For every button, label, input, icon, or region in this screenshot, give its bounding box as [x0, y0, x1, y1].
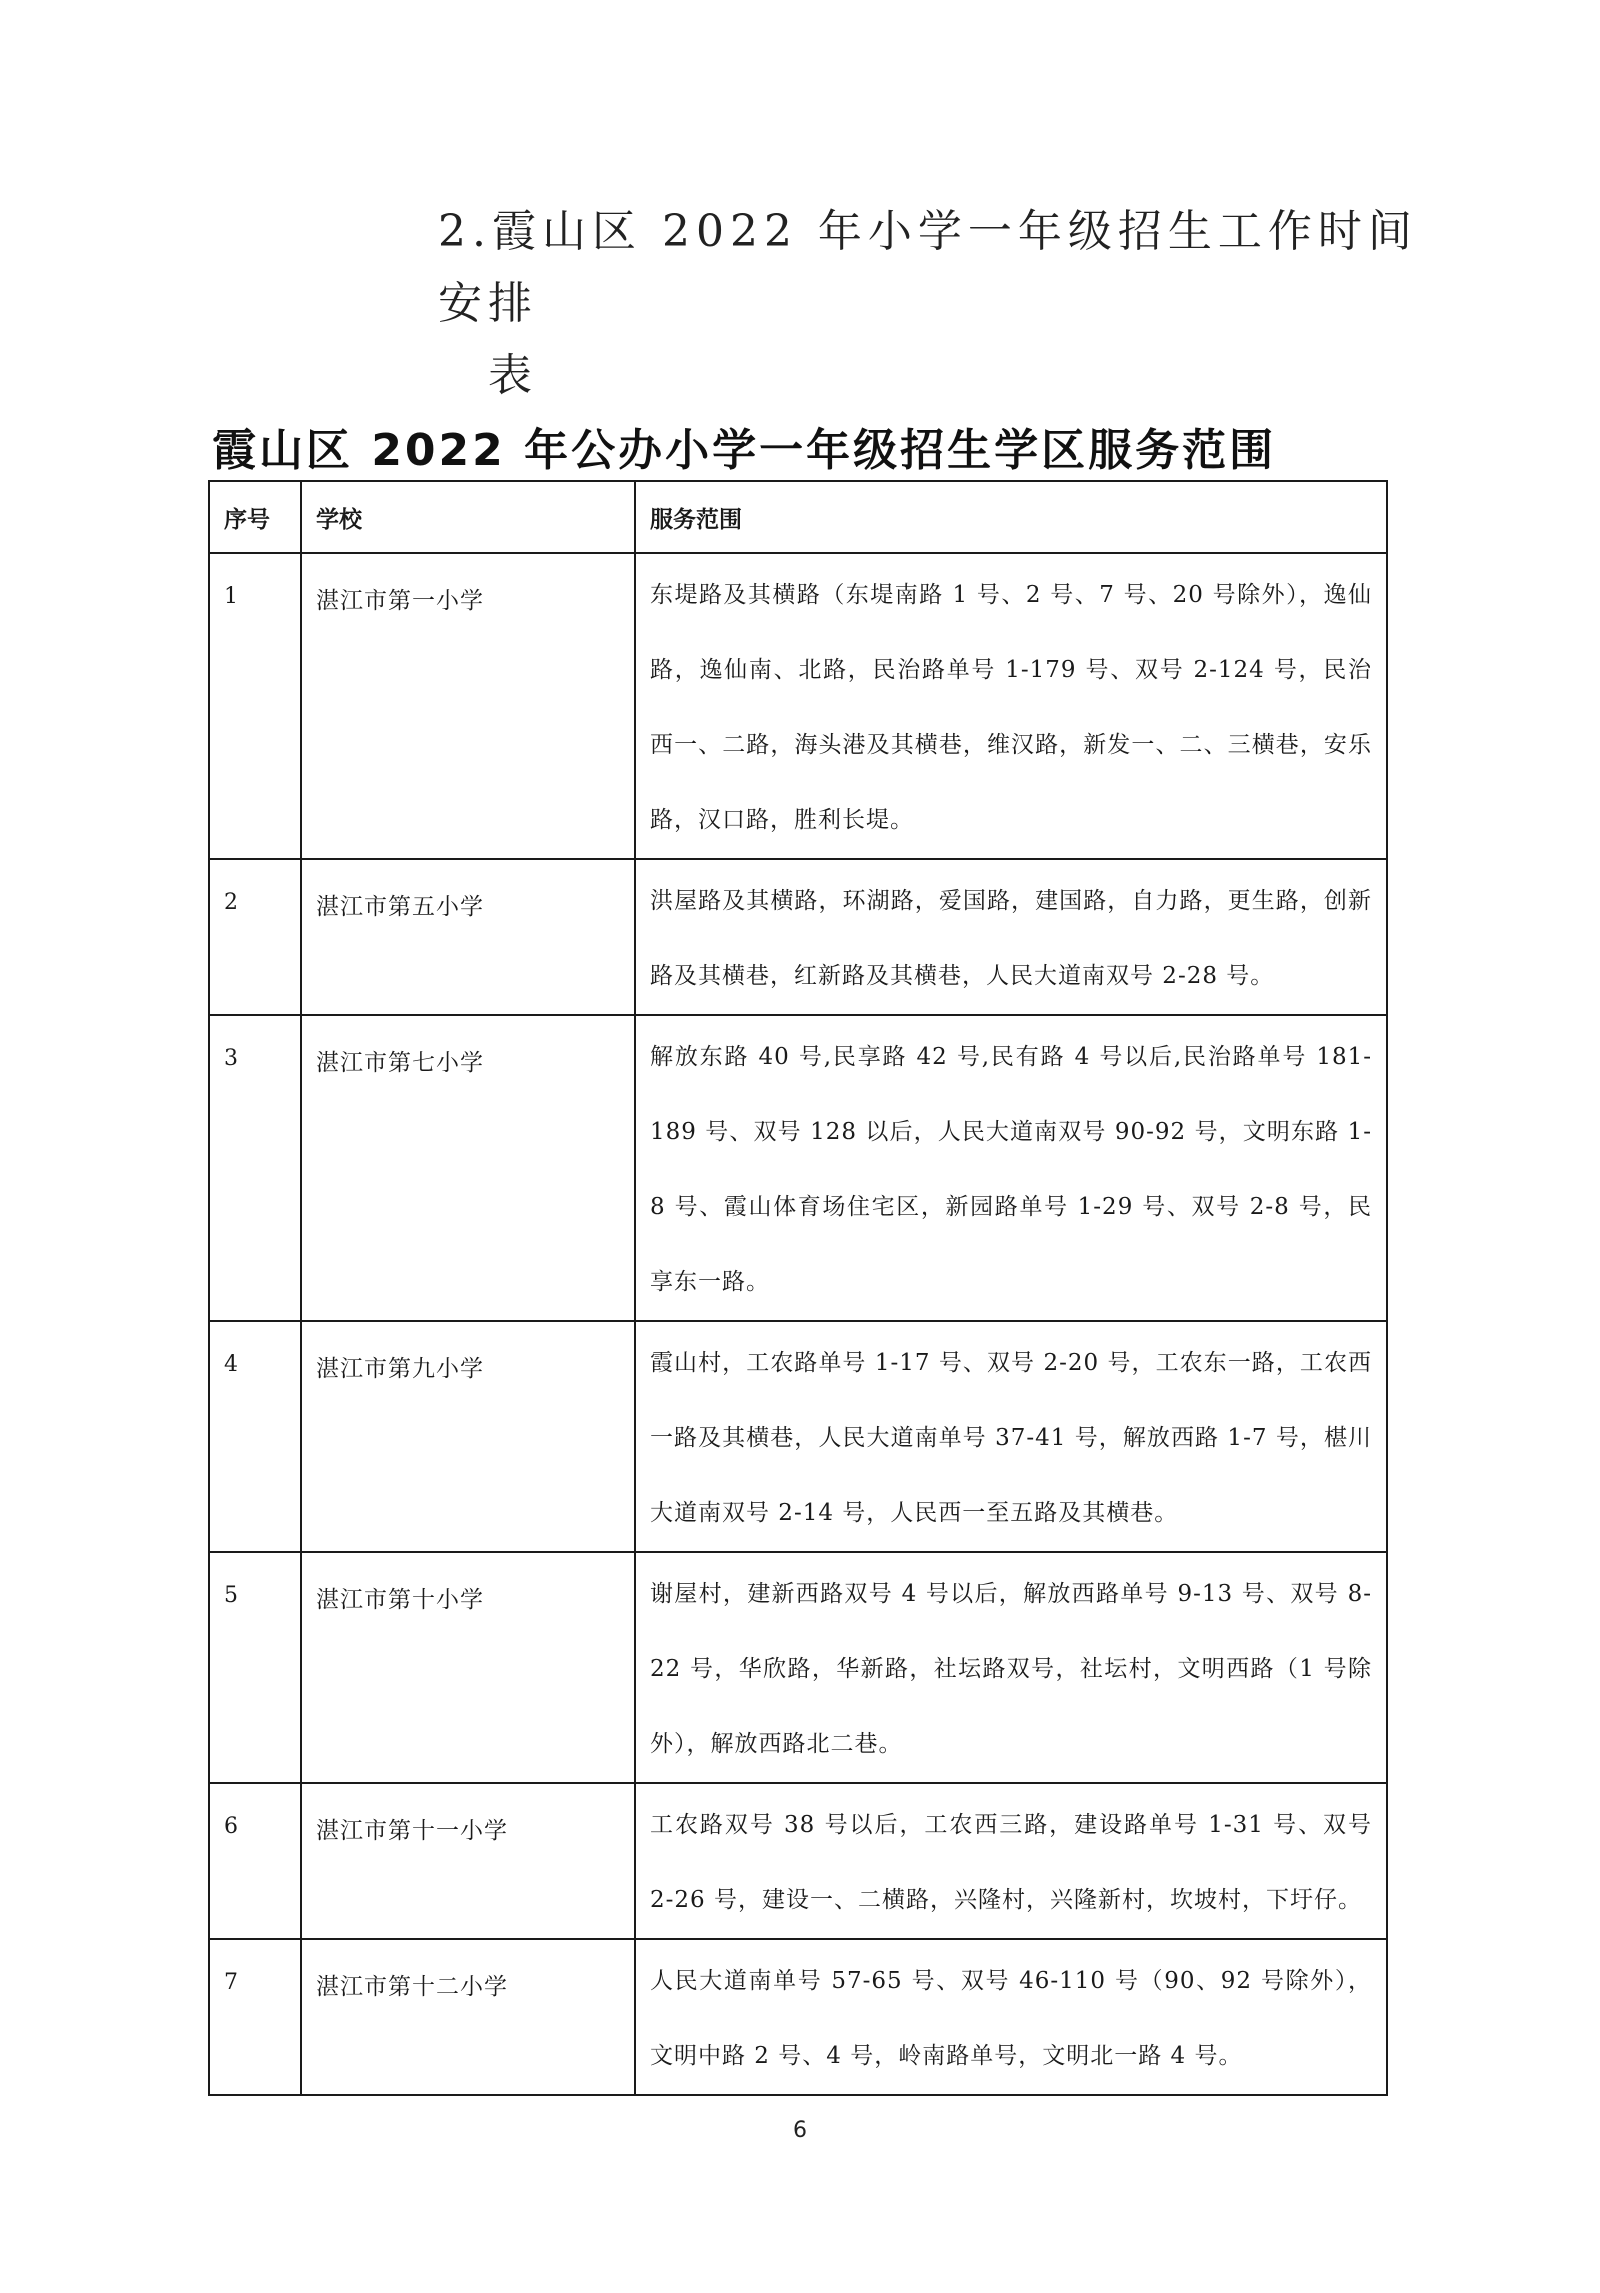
table-row	[209, 1939, 1387, 2095]
row-number: 7	[209, 1939, 301, 2095]
row-service-range: 洪屋路及其横路，环湖路，爱国路，建国路，自力路，更生路，创新路及其横巷，红新路及其横巷，人民大道南双号 2-28 号。	[635, 859, 1387, 1015]
table-row	[209, 859, 1387, 1015]
row-school: 湛江市第七小学	[301, 1015, 635, 1321]
row-school: 湛江市第十一小学	[301, 1783, 635, 1939]
row-school: 湛江市第五小学	[301, 859, 635, 1015]
table-row	[209, 553, 1387, 859]
row-service-range: 工农路双号 38 号以后，工农西三路，建设路单号 1-31 号、双号 2-26 号，建设一、二横路，兴隆村，兴隆新村，坎坡村，下圩仔。	[635, 1783, 1387, 1939]
row-number: 5	[209, 1552, 301, 1783]
row-number: 3	[209, 1015, 301, 1321]
table-row	[209, 1015, 1387, 1321]
row-service-range: 解放东路 40 号,民享路 42 号,民有路 4 号以后,民治路单号 181-189 号、双号 128 以后，人民大道南双号 90-92 号，文明东路 1-8 号、霞山体育场住宅区，新园路单号 1-29 号、双号 2-8 号，民享东一路。	[635, 1015, 1387, 1321]
header-service-range: 服务范围	[635, 481, 1387, 553]
page-number: 6	[793, 2118, 807, 2143]
document-heading	[438, 196, 1418, 412]
school-zone-table	[208, 480, 1388, 2096]
table-row	[209, 1321, 1387, 1552]
row-service-range: 霞山村，工农路单号 1-17 号、双号 2-20 号，工农东一路，工农西一路及其横巷，人民大道南单号 37-41 号，解放西路 1-7 号，椹川大道南双号 2-14 号，人民西一至五路及其横巷。	[635, 1321, 1387, 1552]
header-number: 序号	[209, 481, 301, 553]
row-number: 4	[209, 1321, 301, 1552]
table-row	[209, 1783, 1387, 1939]
heading-line-2: 表	[488, 350, 538, 401]
row-school: 湛江市第十二小学	[301, 1939, 635, 2095]
row-school: 湛江市第九小学	[301, 1321, 635, 1552]
table-row	[209, 1552, 1387, 1783]
row-school: 湛江市第一小学	[301, 553, 635, 859]
row-service-range: 东堤路及其横路（东堤南路 1 号、2 号、7 号、20 号除外），逸仙路，逸仙南、北路，民治路单号 1-179 号、双号 2-124 号，民治西一、二路，海头港及其横巷，维汉路，新发一、二、三横巷，安乐路，汉口路，胜利长堤。	[635, 553, 1387, 859]
heading-line-1: 2.霞山区 2022 年小学一年级招生工作时间安排	[438, 206, 1418, 329]
table-header-row	[209, 481, 1387, 553]
header-school: 学校	[301, 481, 635, 553]
row-service-range: 人民大道南单号 57-65 号、双号 46-110 号（90、92 号除外），文明中路 2 号、4 号，岭南路单号，文明北一路 4 号。	[635, 1939, 1387, 2095]
row-school: 湛江市第十小学	[301, 1552, 635, 1783]
row-number: 6	[209, 1783, 301, 1939]
table-title: 霞山区 2022 年公办小学一年级招生学区服务范围	[212, 425, 1277, 476]
row-number: 1	[209, 553, 301, 859]
row-number: 2	[209, 859, 301, 1015]
row-service-range: 谢屋村，建新西路双号 4 号以后，解放西路单号 9-13 号、双号 8-22 号，华欣路，华新路，社坛路双号，社坛村，文明西路（1 号除外），解放西路北二巷。	[635, 1552, 1387, 1783]
